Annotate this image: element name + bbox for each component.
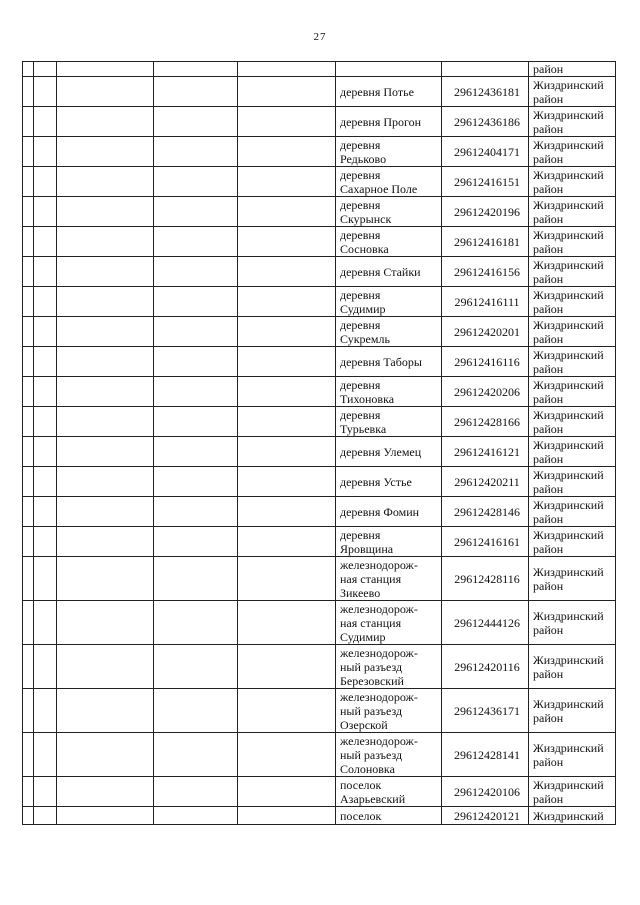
table-row (23, 287, 616, 317)
oktmo-code-cell (442, 287, 529, 317)
table-row (23, 257, 616, 287)
empty-cell (34, 197, 57, 227)
empty-cell (57, 807, 154, 825)
settlement-name-cell (336, 287, 442, 317)
settlement-name-cell (336, 62, 442, 77)
settlement-name-cell (336, 197, 442, 227)
settlement-name-cell (336, 497, 442, 527)
settlement-name-cell (336, 527, 442, 557)
oktmo-code-cell (442, 317, 529, 347)
district-text: Жиздринский район (533, 197, 604, 226)
district-cell (529, 107, 616, 137)
empty-cell (57, 527, 154, 557)
oktmo-code-text: 29612416111 (454, 294, 520, 309)
settlement-name-text: деревня Судимир (340, 287, 386, 316)
district-cell (529, 497, 616, 527)
district-text: Жиздринский район (533, 564, 604, 593)
district-text: Жиздринский район (533, 467, 604, 496)
empty-cell (238, 197, 336, 227)
empty-cell (23, 62, 34, 77)
district-text: Жиздринский район (533, 257, 604, 286)
settlement-name-text: деревня Потье (340, 84, 414, 99)
settlement-name-text: железнодорож- ный разъезд Солоновка (340, 733, 418, 776)
settlement-name-cell (336, 257, 442, 287)
empty-cell (34, 257, 57, 287)
empty-cell (57, 645, 154, 689)
district-cell (529, 407, 616, 437)
oktmo-code-text: 29612416121 (454, 444, 520, 459)
empty-cell (57, 62, 154, 77)
empty-cell (238, 317, 336, 347)
oktmo-code-text: 29612428116 (454, 571, 520, 586)
district-cell (529, 377, 616, 407)
table-row (23, 645, 616, 689)
empty-cell (57, 257, 154, 287)
settlement-name-text: железнодорож- ный разъезд Березовский (340, 645, 418, 688)
empty-cell (23, 137, 34, 167)
table-row (23, 62, 616, 77)
oktmo-code-text: 29612420116 (454, 659, 520, 674)
empty-cell (238, 733, 336, 777)
empty-cell (34, 287, 57, 317)
district-cell (529, 62, 616, 77)
table-row (23, 777, 616, 807)
district-text: Жиздринский район (533, 347, 604, 376)
district-text: Жиздринский район (533, 137, 604, 166)
empty-cell (154, 347, 238, 377)
oktmo-code-text: 29612436186 (454, 114, 520, 129)
district-cell (529, 467, 616, 497)
settlement-name-text: деревня Скурынск (340, 197, 392, 226)
district-cell (529, 77, 616, 107)
empty-cell (154, 407, 238, 437)
oktmo-code-cell (442, 377, 529, 407)
settlement-name-text: деревня Сукремль (340, 317, 390, 346)
oktmo-code-cell (442, 197, 529, 227)
empty-cell (34, 557, 57, 601)
table-row (23, 733, 616, 777)
district-cell (529, 557, 616, 601)
oktmo-code-cell (442, 777, 529, 807)
empty-cell (57, 497, 154, 527)
oktmo-code-text: 29612428166 (454, 414, 520, 429)
district-text: Жиздринский район (533, 227, 604, 256)
district-text: Жиздринский район (533, 77, 604, 106)
oktmo-code-cell (442, 645, 529, 689)
empty-cell (34, 377, 57, 407)
table-row (23, 197, 616, 227)
empty-cell (238, 777, 336, 807)
table-row (23, 807, 616, 825)
district-cell (529, 689, 616, 733)
oktmo-code-text: 29612436171 (454, 703, 520, 718)
district-text: Жиздринский район (533, 608, 604, 637)
district-cell (529, 197, 616, 227)
empty-cell (238, 167, 336, 197)
empty-cell (34, 227, 57, 257)
settlement-name-cell (336, 557, 442, 601)
empty-cell (57, 437, 154, 467)
empty-cell (57, 197, 154, 227)
empty-cell (154, 107, 238, 137)
empty-cell (238, 557, 336, 601)
oktmo-code-text: 29612420196 (454, 204, 520, 219)
oktmo-code-text: 29612420106 (454, 784, 520, 799)
settlement-name-cell (336, 347, 442, 377)
oktmo-code-cell (442, 62, 529, 77)
district-cell (529, 257, 616, 287)
table-row (23, 317, 616, 347)
empty-cell (238, 527, 336, 557)
page-number: 27 (313, 31, 327, 43)
settlement-name-text: деревня Устье (340, 474, 412, 489)
oktmo-code-text: 29612436181 (454, 84, 520, 99)
empty-cell (23, 437, 34, 467)
oktmo-code-cell (442, 689, 529, 733)
table-row (23, 347, 616, 377)
empty-cell (57, 107, 154, 137)
table-row (23, 601, 616, 645)
empty-cell (34, 347, 57, 377)
empty-cell (238, 287, 336, 317)
oktmo-code-text: 29612416161 (454, 534, 520, 549)
table-row (23, 689, 616, 733)
empty-cell (154, 197, 238, 227)
oktmo-code-text: 29612416151 (454, 174, 520, 189)
empty-cell (23, 107, 34, 137)
empty-cell (34, 733, 57, 777)
table-row (23, 407, 616, 437)
settlement-name-text: деревня Стайки (340, 264, 421, 279)
settlements-table (22, 61, 616, 825)
empty-cell (238, 601, 336, 645)
district-text: Жиздринский (533, 808, 604, 823)
oktmo-code-cell (442, 257, 529, 287)
empty-cell (34, 497, 57, 527)
empty-cell (57, 689, 154, 733)
empty-cell (154, 645, 238, 689)
oktmo-code-cell (442, 137, 529, 167)
table-row (23, 437, 616, 467)
empty-cell (57, 467, 154, 497)
district-cell (529, 527, 616, 557)
oktmo-code-text: 29612416116 (454, 354, 520, 369)
empty-cell (238, 107, 336, 137)
empty-cell (34, 689, 57, 733)
empty-cell (23, 601, 34, 645)
district-cell (529, 317, 616, 347)
empty-cell (57, 733, 154, 777)
settlement-name-cell (336, 317, 442, 347)
empty-cell (57, 167, 154, 197)
settlement-name-cell (336, 777, 442, 807)
settlement-name-cell (336, 167, 442, 197)
district-cell (529, 167, 616, 197)
district-text: Жиздринский район (533, 652, 604, 681)
empty-cell (154, 467, 238, 497)
empty-cell (154, 62, 238, 77)
district-cell (529, 777, 616, 807)
district-cell (529, 733, 616, 777)
empty-cell (238, 227, 336, 257)
table-row (23, 467, 616, 497)
empty-cell (34, 77, 57, 107)
empty-cell (154, 377, 238, 407)
empty-cell (34, 107, 57, 137)
oktmo-code-cell (442, 807, 529, 825)
empty-cell (238, 497, 336, 527)
oktmo-code-cell (442, 557, 529, 601)
table-row (23, 137, 616, 167)
table-row (23, 557, 616, 601)
settlement-name-text: деревня Тихоновка (340, 377, 395, 406)
settlement-name-text: деревня Прогон (340, 114, 422, 129)
empty-cell (154, 689, 238, 733)
settlement-name-cell (336, 733, 442, 777)
empty-cell (34, 527, 57, 557)
empty-cell (34, 137, 57, 167)
empty-cell (154, 77, 238, 107)
empty-cell (238, 437, 336, 467)
oktmo-code-cell (442, 227, 529, 257)
oktmo-code-cell (442, 601, 529, 645)
settlement-name-text: деревня Редьково (340, 137, 387, 166)
empty-cell (57, 777, 154, 807)
empty-cell (154, 437, 238, 467)
settlement-name-cell (336, 107, 442, 137)
district-text: Жиздринский район (533, 167, 604, 196)
settlement-name-cell (336, 137, 442, 167)
settlement-name-text: деревня Турьевка (340, 407, 387, 436)
table-row (23, 527, 616, 557)
empty-cell (34, 407, 57, 437)
empty-cell (154, 733, 238, 777)
table-row (23, 77, 616, 107)
district-text: Жиздринский район (533, 407, 604, 436)
settlement-name-cell (336, 407, 442, 437)
district-text: Жиздринский район (533, 497, 604, 526)
empty-cell (23, 167, 34, 197)
table-row (23, 107, 616, 137)
empty-cell (34, 807, 57, 825)
empty-cell (23, 527, 34, 557)
empty-cell (154, 527, 238, 557)
empty-cell (34, 62, 57, 77)
empty-cell (154, 807, 238, 825)
settlement-name-cell (336, 77, 442, 107)
empty-cell (23, 317, 34, 347)
empty-cell (238, 407, 336, 437)
oktmo-code-text: 29612428141 (454, 747, 520, 762)
empty-cell (154, 167, 238, 197)
district-text: Жиздринский район (533, 107, 604, 136)
empty-cell (238, 62, 336, 77)
settlement-name-cell (336, 227, 442, 257)
empty-cell (154, 497, 238, 527)
empty-cell (23, 557, 34, 601)
settlement-name-cell (336, 645, 442, 689)
oktmo-code-cell (442, 733, 529, 777)
empty-cell (238, 77, 336, 107)
settlement-name-text: деревня Сосновка (340, 227, 389, 256)
district-text: Жиздринский район (533, 527, 604, 556)
empty-cell (57, 601, 154, 645)
empty-cell (23, 645, 34, 689)
empty-cell (57, 287, 154, 317)
empty-cell (23, 407, 34, 437)
district-text: Жиздринский район (533, 317, 604, 346)
settlement-name-text: поселок (340, 808, 382, 823)
empty-cell (238, 467, 336, 497)
empty-cell (57, 557, 154, 601)
oktmo-code-text: 29612444126 (454, 615, 520, 630)
empty-cell (34, 777, 57, 807)
settlement-name-cell (336, 467, 442, 497)
settlement-name-text: деревня Фомин (340, 504, 420, 519)
empty-cell (57, 407, 154, 437)
district-text: Жиздринский район (533, 287, 604, 316)
settlement-name-cell (336, 437, 442, 467)
empty-cell (238, 645, 336, 689)
empty-cell (57, 227, 154, 257)
empty-cell (23, 257, 34, 287)
empty-cell (34, 437, 57, 467)
oktmo-code-text: 29612420211 (454, 474, 520, 489)
empty-cell (238, 377, 336, 407)
settlement-name-cell (336, 689, 442, 733)
district-text: район (533, 62, 564, 76)
settlement-name-cell (336, 601, 442, 645)
oktmo-code-text: 29612416156 (454, 264, 520, 279)
empty-cell (23, 77, 34, 107)
empty-cell (23, 467, 34, 497)
empty-cell (238, 347, 336, 377)
settlement-name-text: железнодорож- ный разъезд Озерской (340, 689, 418, 732)
settlement-name-text: деревня Таборы (340, 354, 422, 369)
oktmo-code-text: 29612428146 (454, 504, 520, 519)
district-text: Жиздринский район (533, 777, 604, 806)
oktmo-code-cell (442, 527, 529, 557)
empty-cell (154, 227, 238, 257)
empty-cell (154, 137, 238, 167)
settlement-name-text: деревня Улемец (340, 444, 422, 459)
oktmo-code-cell (442, 77, 529, 107)
empty-cell (238, 689, 336, 733)
district-cell (529, 601, 616, 645)
settlement-name-text: деревня Яровщина (340, 527, 394, 556)
empty-cell (23, 807, 34, 825)
table-body (23, 62, 616, 825)
table-row (23, 497, 616, 527)
table-row (23, 377, 616, 407)
oktmo-code-text: 29612404171 (454, 144, 520, 159)
empty-cell (23, 287, 34, 317)
empty-cell (57, 347, 154, 377)
table-row (23, 167, 616, 197)
district-text: Жиздринский район (533, 740, 604, 769)
settlement-name-text: железнодорож- ная станция Судимир (340, 601, 418, 644)
empty-cell (154, 317, 238, 347)
empty-cell (57, 137, 154, 167)
empty-cell (34, 167, 57, 197)
empty-cell (34, 467, 57, 497)
district-cell (529, 807, 616, 825)
oktmo-code-cell (442, 347, 529, 377)
oktmo-code-text: 29612420206 (454, 384, 520, 399)
empty-cell (238, 257, 336, 287)
oktmo-code-text: 29612420201 (454, 324, 520, 339)
empty-cell (23, 497, 34, 527)
settlement-name-text: деревня Сахарное Поле (340, 167, 418, 196)
district-cell (529, 227, 616, 257)
empty-cell (154, 557, 238, 601)
empty-cell (23, 377, 34, 407)
empty-cell (238, 137, 336, 167)
empty-cell (154, 257, 238, 287)
settlement-name-cell (336, 377, 442, 407)
empty-cell (154, 777, 238, 807)
district-cell (529, 347, 616, 377)
empty-cell (57, 317, 154, 347)
empty-cell (57, 77, 154, 107)
empty-cell (23, 227, 34, 257)
empty-cell (23, 347, 34, 377)
district-cell (529, 645, 616, 689)
empty-cell (154, 287, 238, 317)
settlement-name-text: железнодорож- ная станция Зикеево (340, 557, 418, 600)
oktmo-code-cell (442, 167, 529, 197)
empty-cell (57, 377, 154, 407)
table-row (23, 227, 616, 257)
empty-cell (34, 601, 57, 645)
district-text: Жиздринский район (533, 377, 604, 406)
empty-cell (34, 317, 57, 347)
oktmo-code-text: 29612416181 (454, 234, 520, 249)
settlement-name-cell (336, 807, 442, 825)
empty-cell (23, 689, 34, 733)
district-text: Жиздринский район (533, 696, 604, 725)
empty-cell (34, 645, 57, 689)
district-cell (529, 137, 616, 167)
empty-cell (23, 733, 34, 777)
oktmo-code-cell (442, 407, 529, 437)
settlement-name-text: поселок Азарьевский (340, 777, 406, 806)
empty-cell (154, 601, 238, 645)
district-text: Жиздринский район (533, 437, 604, 466)
empty-cell (238, 807, 336, 825)
oktmo-code-cell (442, 107, 529, 137)
oktmo-code-cell (442, 467, 529, 497)
empty-cell (23, 197, 34, 227)
district-cell (529, 287, 616, 317)
oktmo-code-cell (442, 497, 529, 527)
oktmo-code-cell (442, 437, 529, 467)
district-cell (529, 437, 616, 467)
empty-cell (23, 777, 34, 807)
oktmo-code-text: 29612420121 (454, 808, 520, 823)
